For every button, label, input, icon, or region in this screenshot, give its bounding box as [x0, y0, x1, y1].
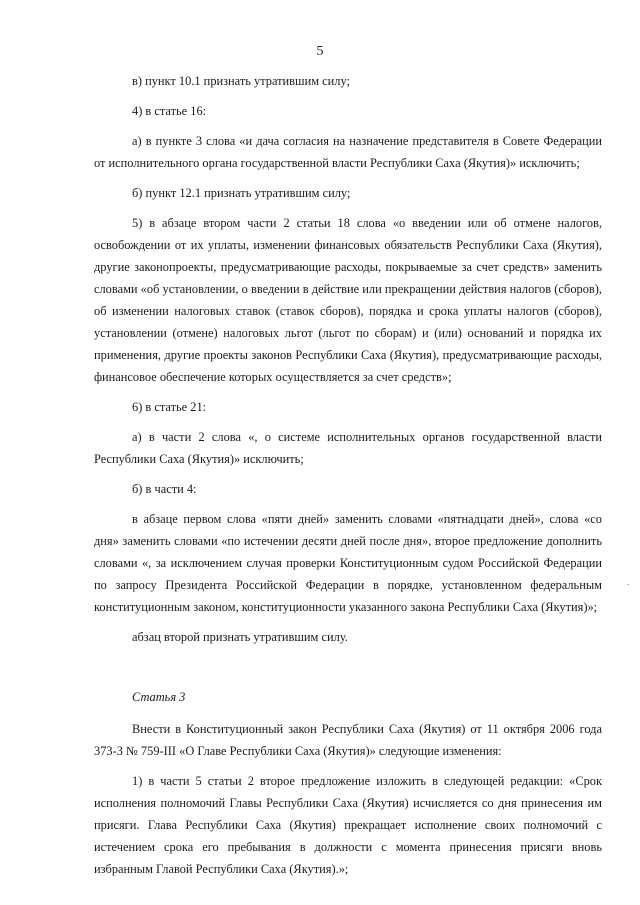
scan-mark: ·	[626, 580, 630, 591]
paragraph: 4) в статье 16:	[132, 104, 207, 118]
document-body	[94, 70, 602, 888]
paragraph: в абзаце первом слова «пяти дней» заменить словами «пятнадцати дней», слова «со дня» заменить словами «по истечении десяти дней после дня», второе предложение дополнить словами «, за исключением случая проверки Конституционным судом Российской Федерации по запросу Президента Российской Федерации в порядке, установленном федеральным конституционным законом, конституционности указанного закона Республики Саха (Якутия)»;	[94, 512, 602, 614]
page-number: 5	[316, 44, 324, 59]
paragraph: Внести в Конституционный закон Республики Саха (Якутия) от 11 октября 2006 года 373-З № 759-III «О Главе Республики Саха (Якутия)» следующие изменения:	[94, 722, 602, 758]
paragraph: б) в части 4:	[132, 482, 197, 496]
article-heading: Статья 3	[132, 690, 186, 704]
paragraph: 5) в абзаце втором части 2 статьи 18 слова «о введении или об отмене налогов, освобождении от их уплаты, изменении финансовых обязательств Республики Саха (Якутия), другие законопроекты, предусматривающие расходы, покрываемые за счет средств» заменить словами «об установлении, о введении в действие или прекращении действия налогов (сборов), об изменении налоговых ставок (ставок сборов), порядка и срока уплаты налогов (сборов), установлении (отмене) налоговых льгот (льгот по сборам) и (или) оснований и порядка их применения, другие проекты законов Республики Саха (Якутия), предусматривающие расходы, финансовое обеспечение которых осуществляется за счет средств»;	[94, 216, 602, 384]
paragraph: а) в части 2 слова «, о системе исполнительных органов государственной власти Республики Саха (Якутия)» исключить;	[94, 430, 602, 466]
paragraph: б) пункт 12.1 признать утратившим силу;	[132, 186, 351, 200]
paragraph: абзац второй признать утратившим силу.	[132, 630, 348, 644]
paragraph: 6) в статье 21:	[132, 400, 207, 414]
paragraph: в) пункт 10.1 признать утратившим силу;	[132, 74, 350, 88]
paragraph: а) в пункте 3 слова «и дача согласия на назначение представителя в Совете Федерации от исполнительного органа государственной власти Республики Саха (Якутия)» исключить;	[94, 134, 602, 170]
paragraph: 1) в части 5 статьи 2 второе предложение изложить в следующей редакции: «Срок исполнения полномочий Главы Республики Саха (Якутия) исчисляется со дня принесения им присяги. Глава Республики Саха (Якутия) прекращает исполнение своих полномочий с истечением срока его пребывания в должности с момента принесения присяги вновь избранным Главой Республики Саха (Якутия).»;	[94, 774, 602, 876]
